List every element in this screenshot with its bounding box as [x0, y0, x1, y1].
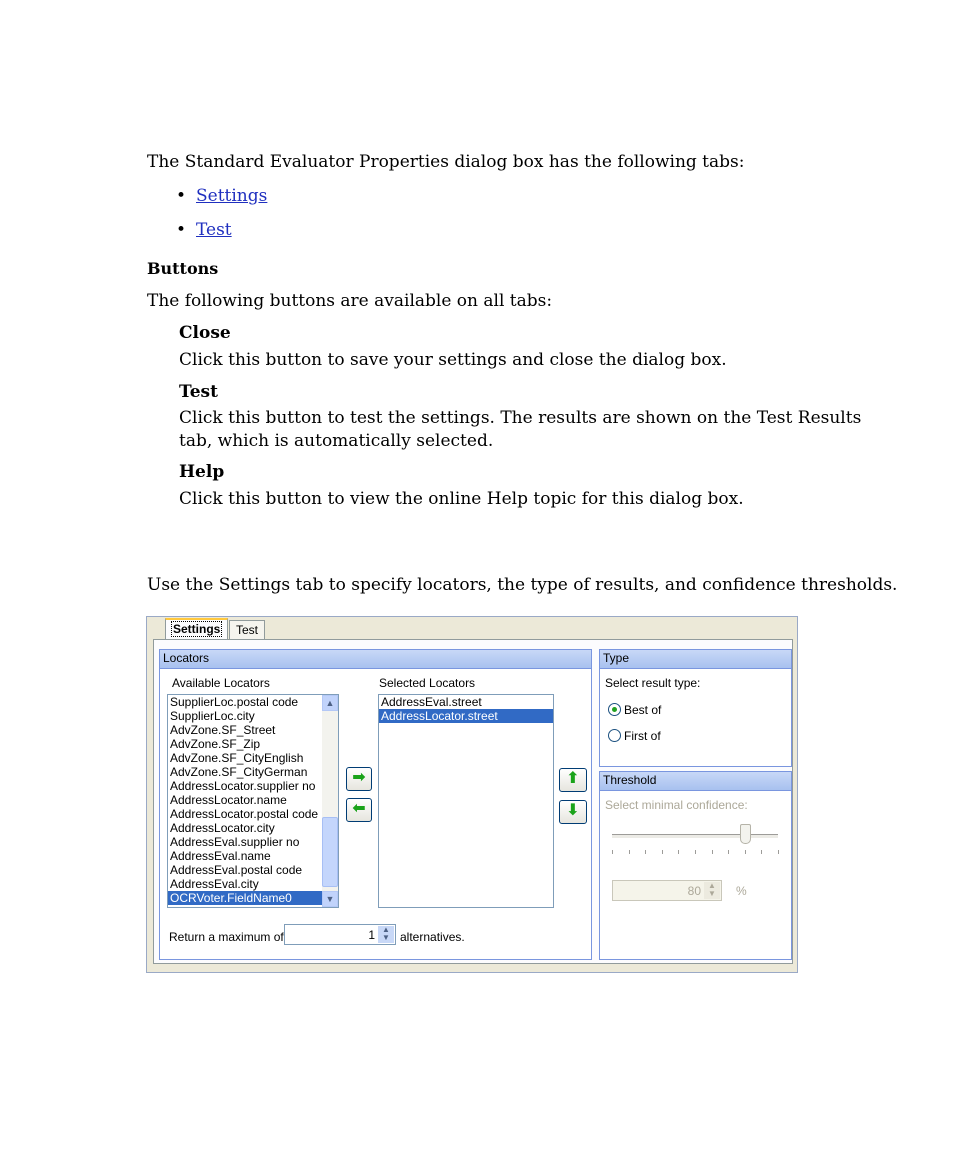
test-link[interactable]: Test: [196, 220, 232, 240]
selected-locators-label: Selected Locators: [379, 676, 476, 690]
radio-first-of[interactable]: First of: [608, 729, 661, 743]
radio-selected-icon: [608, 703, 621, 716]
intro-text: The Standard Evaluator Properties dialog box has the following tabs:: [147, 152, 745, 172]
slider-tick: [712, 850, 713, 854]
move-up-button[interactable]: [559, 768, 587, 792]
settings-link[interactable]: Settings: [196, 186, 268, 206]
available-locator-item[interactable]: OCRVoter.FieldName0: [168, 891, 338, 905]
locators-header: Locators: [160, 650, 591, 669]
available-locator-item[interactable]: AddressLocator.postal code: [170, 807, 319, 821]
slider-tick: [645, 850, 646, 854]
tab-test[interactable]: Test: [229, 620, 265, 639]
buttons-intro: The following buttons are available on all tabs:: [147, 291, 553, 311]
slider-tick: [728, 850, 729, 854]
arrow-right-icon: ➡: [352, 769, 366, 786]
help-desc: Click this button to view the online Help topic for this dialog box.: [179, 489, 744, 509]
confidence-value: 80: [687, 884, 701, 898]
threshold-header: Threshold: [600, 772, 791, 791]
settings-intro: Use the Settings tab to specify locators, the type of results, and confidence thresholds.: [147, 575, 898, 595]
settings-page: [153, 639, 793, 964]
available-locator-item[interactable]: AddressEval.postal code: [170, 863, 303, 877]
threshold-group: [599, 771, 792, 960]
move-down-button[interactable]: [559, 800, 587, 824]
spinner-arrows-icon[interactable]: ▲ ▼: [378, 926, 394, 943]
available-locator-item[interactable]: SupplierLoc.city: [170, 709, 255, 723]
settings-dialog-screenshot: [146, 616, 798, 973]
available-locator-item[interactable]: AddressLocator.supplier no: [170, 779, 316, 793]
scroll-thumb[interactable]: [322, 817, 338, 887]
slider-tick: [612, 850, 613, 854]
slider-tick: [662, 850, 663, 854]
available-locators-list[interactable]: [167, 694, 339, 908]
alternatives-label: alternatives.: [400, 930, 465, 944]
return-maximum-label: Return a maximum of: [169, 930, 284, 944]
available-locator-item[interactable]: SupplierLoc.postal code: [170, 695, 299, 709]
tab-bar: [147, 617, 797, 639]
test-term: Test: [179, 382, 218, 402]
scroll-down-icon[interactable]: ▼: [322, 891, 338, 907]
arrow-down-icon: ⬇: [566, 802, 580, 819]
slider-tick: [745, 850, 746, 854]
return-maximum-spinner[interactable]: [284, 924, 396, 945]
available-locator-item[interactable]: AddressEval.name: [170, 849, 271, 863]
available-locator-item[interactable]: AddressEval.city: [170, 877, 259, 891]
confidence-slider-thumb[interactable]: [740, 824, 751, 844]
close-term: Close: [179, 323, 231, 343]
available-locator-item[interactable]: AddressEval.supplier no: [170, 835, 300, 849]
close-desc: Click this button to save your settings and close the dialog box.: [179, 350, 727, 370]
arrow-up-icon: ⬆: [566, 770, 580, 787]
settings-link-item: • Settings: [176, 186, 268, 206]
selected-locator-item[interactable]: AddressEval.street: [381, 695, 482, 709]
radio-best-of[interactable]: Best of: [608, 703, 661, 717]
available-locator-item[interactable]: AdvZone.SF_Street: [170, 723, 276, 737]
available-locator-item[interactable]: AddressLocator.city: [170, 821, 275, 835]
test-link-item: • Test: [176, 220, 232, 240]
available-locator-item[interactable]: AdvZone.SF_Zip: [170, 737, 261, 751]
selected-locators-list[interactable]: [378, 694, 554, 908]
confidence-spinner[interactable]: [612, 880, 722, 901]
available-locator-item[interactable]: AddressLocator.name: [170, 793, 287, 807]
arrow-left-icon: ⬅: [352, 800, 366, 817]
percent-unit: %: [736, 884, 747, 898]
slider-tick: [761, 850, 762, 854]
radio-unselected-icon: [608, 729, 621, 742]
available-locator-item[interactable]: AdvZone.SF_CityGerman: [170, 765, 308, 779]
slider-tick: [695, 850, 696, 854]
available-locators-label: Available Locators: [172, 676, 270, 690]
selected-locator-item[interactable]: AddressLocator.street: [379, 709, 553, 723]
confidence-slider-track: [612, 834, 778, 839]
type-header: Type: [600, 650, 791, 669]
type-group: [599, 649, 792, 767]
slider-tick: [678, 850, 679, 854]
available-list-scrollbar[interactable]: [322, 695, 338, 907]
spinner-arrows-icon[interactable]: ▲ ▼: [704, 882, 720, 899]
test-desc-line2: tab, which is automatically selected.: [179, 431, 494, 451]
result-type-prompt: Select result type:: [605, 676, 701, 690]
scroll-up-icon[interactable]: ▲: [322, 695, 338, 711]
slider-tick: [778, 850, 779, 854]
tab-settings[interactable]: Settings: [165, 618, 228, 640]
test-desc-line1: Click this button to test the settings. The results are shown on the Test Results: [179, 408, 862, 428]
buttons-heading: Buttons: [147, 259, 219, 278]
add-locator-button[interactable]: [346, 767, 372, 791]
available-locator-item[interactable]: AdvZone.SF_CityEnglish: [170, 751, 304, 765]
help-term: Help: [179, 462, 225, 482]
locators-group: [159, 649, 592, 960]
return-maximum-value: 1: [368, 928, 375, 942]
remove-locator-button[interactable]: [346, 798, 372, 822]
slider-tick: [629, 850, 630, 854]
minimal-confidence-prompt: Select minimal confidence:: [605, 798, 748, 812]
